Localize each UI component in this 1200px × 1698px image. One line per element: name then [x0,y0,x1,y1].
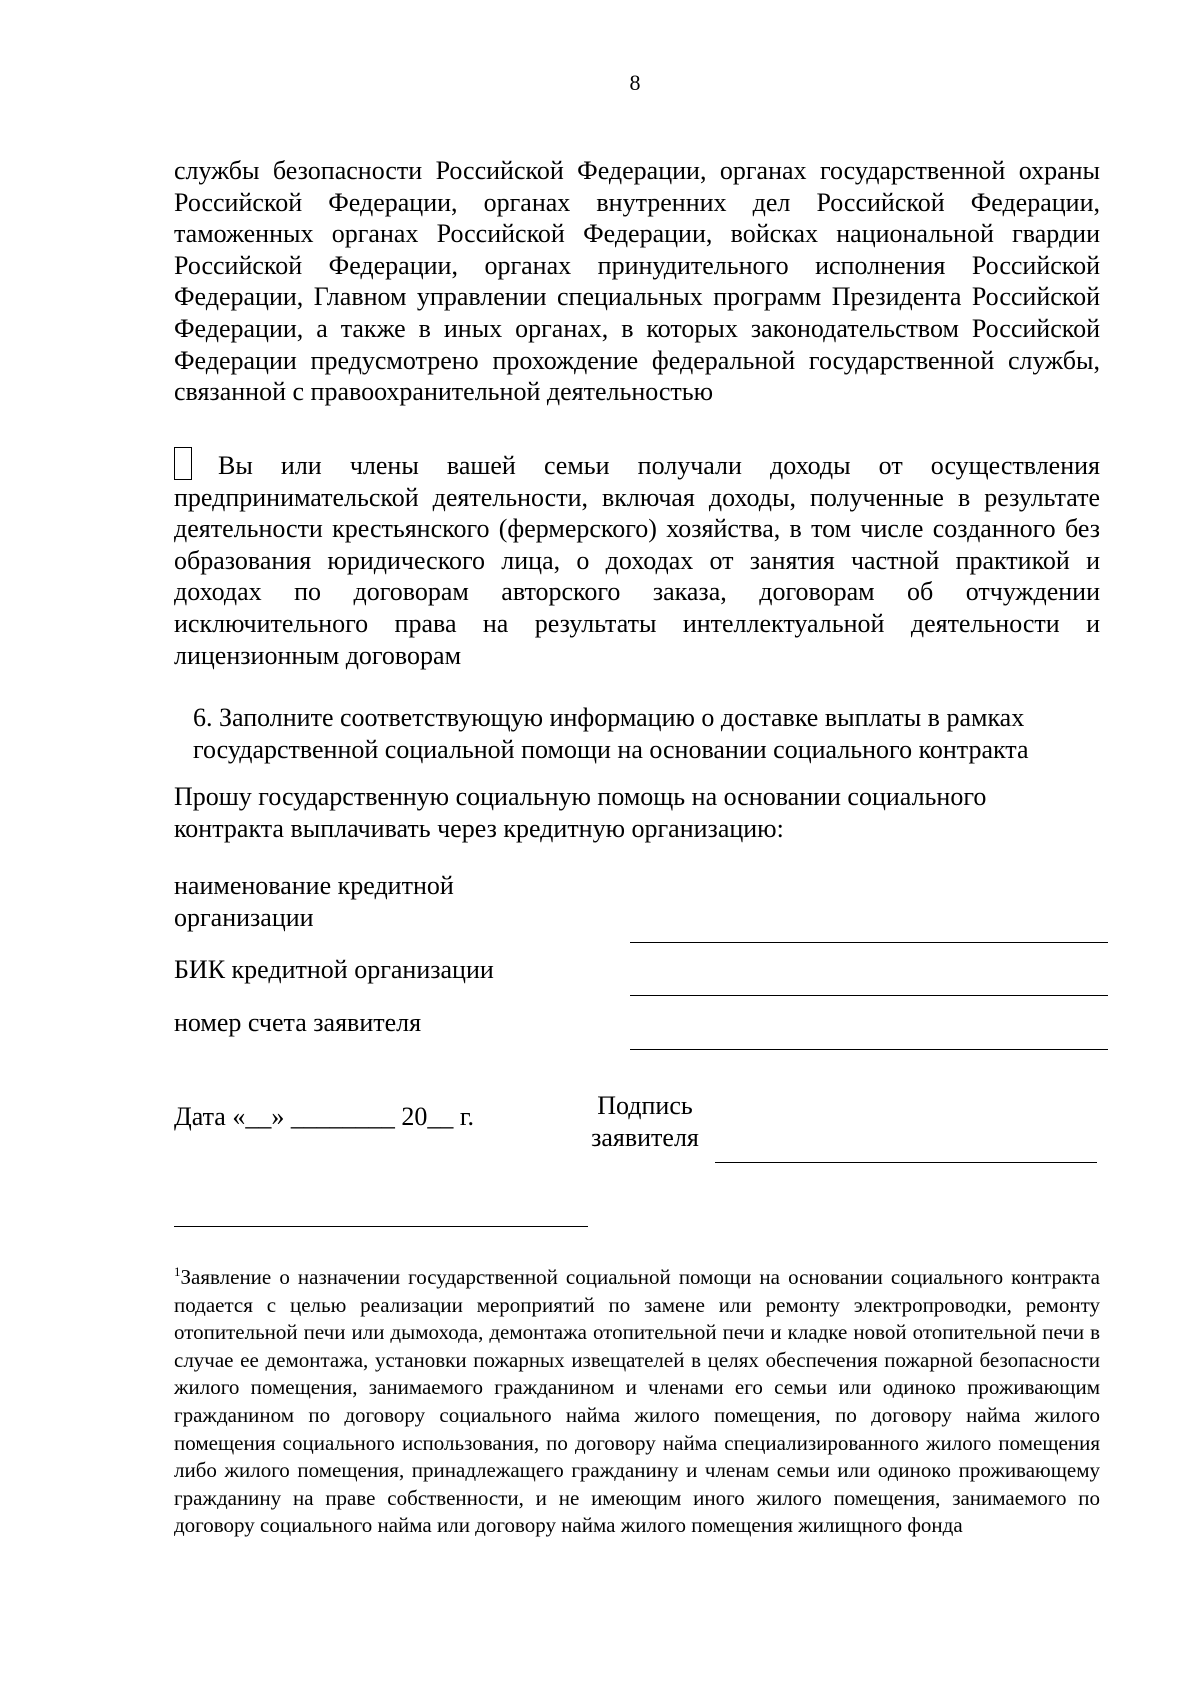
continuation-paragraph: службы безопасности Российской Федерации, органах государственной охраны Российской Федерации, органах внутренних дел Российской Федерации, таможенных органах Российской Федерации, войсках национальной гвардии Российской Федерации, органах принудительного исполнения Российской Федерации, Главном управлении специальных программ Президента Российской Федерации, а также в иных органах, в которых законодательством Российской Федерации предусмотрено прохождение федеральной государственной службы, связанной с правоохранительной деятельностью [174,156,1100,407]
business-income-option [174,447,1100,671]
bank-name-field[interactable] [630,942,1108,943]
footnote-text: Заявление о назначении государственной социальной помощи на основании социального контракта подается с целью реализации мероприятий по замене или ремонту электропроводки, ремонту отопительной печи или дымохода, демонтажа отопительной печи и кладке новой отопительной печи в случае ее демонтажа, установки пожарных извещателей в целях обеспечения пожарной безопасности жилого помещения, занимаемого гражданином и членами его семьи или одиноко проживающим гражданином по договору социального найма жилого помещения, по договору найма жилого помещения социального использования, по договору найма специализированного жилого помещения либо жилого помещения, принадлежащего гражданину и членам семьи или одиноко проживающему гражданину на праве собственности, и не имеющим иного жилого помещения, занимаемого по договору социального найма или договору найма жилого помещения жилищного фонда [174,1265,1100,1538]
bik-label: БИК кредитной организации [174,955,494,984]
business-income-checkbox[interactable] [174,447,192,480]
bik-field[interactable] [630,995,1108,996]
bank-name-label: наименование кредитной организации [174,871,454,932]
section-6-heading: 6. Заполните соответствующую информацию о доставке выплаты в рамках государственной социальной помощи на основании социального контракта [193,703,1029,764]
signature-label: Подпись заявителя [591,1091,699,1152]
business-income-text: Вы или члены вашей семьи получали доходы от осуществления предпринимательской деятельности, включая доходы, полученные в результате деятельности крестьянского (фермерского) хозяйства, в том числе созданного без образования юридического лица, о доходах от занятия частной практикой и доходах по договорам авторского заказа, договорам об отчуждении исключительного права на результаты интеллектуальной деятельности и лицензионным договорам [174,451,1100,670]
footnote-marker: 1 [174,1264,181,1279]
page-number: 8 [629,70,641,95]
footnote [174,1264,1100,1540]
footnote-separator [174,1226,588,1227]
account-number-field[interactable] [630,1049,1108,1050]
date-field[interactable]: Дата «__» ________ 20__ г. [174,1102,475,1131]
request-text: Прошу государственную социальную помощь на основании социального контракта выплачивать через кредитную организацию: [174,782,987,843]
signature-field[interactable] [715,1162,1097,1163]
account-label: номер счета заявителя [174,1008,422,1037]
